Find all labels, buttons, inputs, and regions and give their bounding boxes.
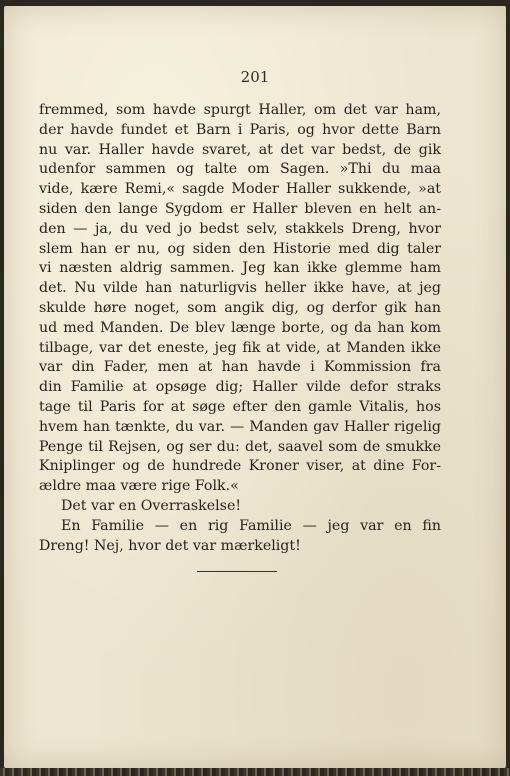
book-page	[4, 6, 506, 768]
text-line: fremmed, som havde spurgt Haller, om det var ham,	[39, 102, 441, 118]
text-line: ud med Manden. De blev længe borte, og da han kom	[39, 319, 441, 336]
book-edge	[0, 768, 510, 776]
text-line: Det var en Overraskelse!	[61, 497, 242, 514]
text-line: tilbage, var det eneste, jeg fik at vide, at Manden ikke	[39, 339, 441, 356]
text-line: ældre maa være rige Folk.«	[39, 478, 239, 495]
body-text	[39, 101, 441, 556]
text-line: siden den lange Sygdom er Haller bleven en helt an-	[39, 200, 441, 217]
text-line: nu var. Haller havde svaret, at det var bedst, de gik	[39, 141, 441, 158]
text-line: udenfor sammen og talte om Sagen. »Thi du maa	[39, 161, 441, 178]
text-line: tage til Paris for at søge efter den gamle Vitalis, hos	[39, 398, 441, 415]
text-line: skulde høre noget, som angik dig, og derfor gik han	[39, 299, 441, 316]
text-line: En Familie — en rig Familie — jeg var en fin	[61, 517, 441, 534]
text-line: det. Nu vilde han naturligvis heller ikke have, at jeg	[39, 280, 441, 297]
text-line: den — ja, du ved jo bedst selv, stakkels Dreng, hvor	[39, 220, 441, 237]
section-divider	[197, 571, 277, 572]
text-line: Dreng! Nej, hvor det var mærkeligt!	[39, 537, 301, 554]
text-line: hvem han tænkte, du var. — Manden gav Haller rigelig	[39, 418, 441, 435]
text-line: vi næsten aldrig sammen. Jeg kan ikke glemme ham	[39, 260, 441, 277]
text-line: var din Fader, men at han havde i Kommission fra	[39, 359, 441, 376]
text-line: Kniplinger og de hundrede Kroner viser, at dine For-	[39, 458, 441, 475]
text-line: Penge til Rejsen, og ser du: det, saavel som de smukke	[39, 438, 441, 455]
text-line: der havde fundet et Barn i Paris, og hvor dette Barn	[39, 121, 441, 138]
text-line: slem han er nu, og siden den Historie med dig taler	[39, 240, 441, 257]
text-line: din Familie at opsøge dig; Haller vilde defor straks	[39, 379, 441, 396]
page-number: 201	[240, 68, 270, 86]
text-line: vide, kære Remi,« sagde Moder Haller sukkende, »at	[39, 181, 441, 198]
